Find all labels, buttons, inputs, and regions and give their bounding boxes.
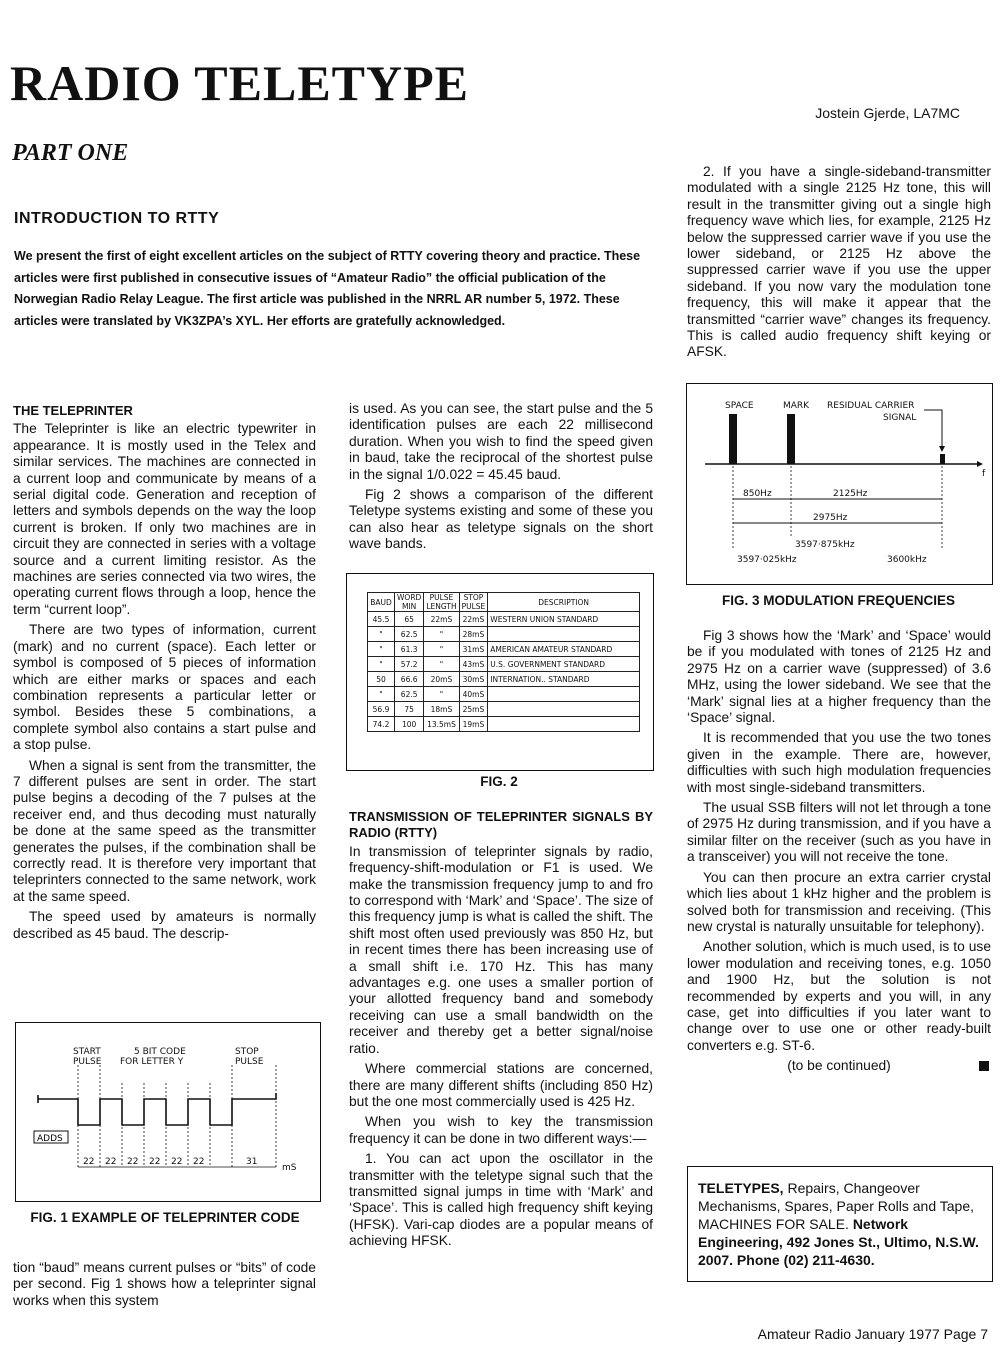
fig3-2125-label: 2125Hz [833, 489, 868, 499]
table-cell [488, 627, 640, 642]
column-1-continued [13, 1260, 316, 1313]
table-cell: 65 [395, 612, 424, 627]
paragraph: The usual SSB filters will not let through a tone of 2975 Hz during transmission, and if you have a similar filter on the receiver (such as you have in a transceiver) you will not receive the tone. [687, 800, 991, 865]
ad-text: Repairs, Changeover Mechanisms, Spares, Paper Rolls and Tape, MACHINES FOR SALE. [698, 1180, 974, 1232]
fig1-duration: 22 [127, 1157, 139, 1167]
table-cell [488, 702, 640, 717]
column-3 [687, 164, 991, 365]
paragraph: In transmission of teleprinter signals by radio, frequency-shift-modulation or F1 is used. We make the transmission frequency jump to and fro to correspond with ‘Mark’ and ‘Space’. The size of this frequency jump is what is called the shift. The shift most often used previously was 850 Hz, but in recent times there has been increasing use of a small shift i.e. 170 Hz. This has many advantages e.g. one uses a smaller portion of your allotted frequency band and somebody receiving can use a small bandwidth on the receiver and thereby get a better signal/noise ratio. [349, 843, 653, 1056]
paragraph: There are two types of information, current (mark) and no current (space). Each letter or symbol is composed of 5 pieces of information which are either marks or spaces and each combination represents a particular letter or symbol. Besides these 5 combinations, a complete symbol also contains a start pulse and a stop pulse. [13, 622, 316, 753]
fig3-residual-label: RESIDUAL CARRIER [827, 401, 915, 411]
paragraph: You can then procure an extra carrier crystal which lies about 1 kHz higher and the problem is solved both for transmission and receiving. (This new crystal is naturally unsuitable for telephony). [687, 869, 991, 934]
paragraph: The speed used by amateurs is normally described as 45 baud. The descrip- [13, 909, 316, 941]
page-footer: Amateur Radio January 1977 Page 7 [757, 1326, 988, 1342]
paragraph: When a signal is sent from the transmitter, the 7 different pulses are sent in order. The start pulse begins a decoding of the 7 pulses at the receiver end, and thus decoding must naturally be done at the same speed as the transmitter generates the pulses, if the combination shall be correctly read. It is therefore very important that teleprinters connected to the same network, work at the same speed. [13, 757, 316, 904]
table-row [368, 627, 640, 642]
paragraph: 1. You can act upon the oscillator in the transmitter with the teletype signal such that the transmitted signal jumps in time with ‘Mark’ and ‘Space’. This is called high frequency shift keying (HFSK). Vari-cap diodes are a popular means of achieving HFSK. [349, 1151, 653, 1249]
fig1-pulse-label: PULSE [73, 1057, 102, 1067]
table-row [368, 717, 640, 732]
table-cell: 50 [368, 672, 395, 687]
fig3-mark-signal [787, 414, 795, 464]
fig1-duration: 22 [105, 1157, 117, 1167]
intro-heading: INTRODUCTION TO RTTY [14, 210, 220, 227]
table-header-row [368, 593, 640, 612]
table-row [368, 672, 640, 687]
table-cell: 19mS [459, 717, 488, 732]
advertisement-box [687, 1166, 993, 1282]
fig3-caption: FIG. 3 MODULATION FREQUENCIES [721, 593, 955, 608]
paragraph: Fig 3 shows how the ‘Mark’ and ‘Space’ would be if you modulated with tones of 2125 Hz and 2975 Hz on a carrier wave (suppressed) of 3.6 MHz, using the lower sideband. We see that the ‘Mark’ signal lies at a higher frequency than the ‘Space’ signal. [687, 628, 991, 726]
fig2-table-box [346, 573, 654, 771]
fig3-residual-carrier [940, 454, 945, 464]
table-cell: " [368, 657, 395, 672]
intro-text: We present the first of eight excellent articles on the subject of RTTY covering theory and practice. These articles were first published in consecutive issues of “Amateur Radio” the official publication of the Norwegian Radio Relay League. The first article was published in the NRRL AR number 5, 1972. These articles were translated by VK3ZPA’s XYL. Her efforts are gratefully acknowledged. [14, 249, 641, 328]
paragraph: is used. As you can see, the start pulse and the 5 identification pulses are each 22 millisecond duration. When you wish to find the speed given in baud, take the reciprocal of the shortest pulse in the signal 1/0.022 = 45.45 baud. [349, 401, 653, 482]
author-byline: Jostein Gjerde, LA7MC [815, 105, 960, 121]
fig3-850-label: 850Hz [743, 489, 772, 499]
fig3-diagram [686, 383, 993, 585]
table-cell: " [424, 687, 459, 702]
header-cell: WORD MIN [395, 593, 424, 612]
table-row [368, 702, 640, 717]
column-2-continued [349, 809, 653, 1254]
transmission-heading: TRANSMISSION OF TELEPRINTER SIGNALS BY RADIO (RTTY) [349, 809, 653, 841]
table-cell: AMERICAN AMATEUR STANDARD [488, 642, 640, 657]
column-1 [13, 403, 316, 946]
table-cell: 28mS [459, 627, 488, 642]
table-cell: 66.6 [395, 672, 424, 687]
table-row [368, 687, 640, 702]
table-cell: 57.2 [395, 657, 424, 672]
paragraph: Where commercial stations are concerned, there are many different shifts (including 850 Hz) but the one most commercially used is 425 Hz. [349, 1061, 653, 1109]
table-cell: 22mS [459, 612, 488, 627]
fig1-start-label: START [73, 1047, 101, 1057]
table-cell: 56.9 [368, 702, 395, 717]
fig1-duration: 31 [246, 1157, 258, 1167]
fig3-svg [687, 384, 992, 584]
fig1-duration: 22 [171, 1157, 183, 1167]
table-cell: " [424, 657, 459, 672]
fig1-duration: 22 [149, 1157, 161, 1167]
fig3-signal-label: SIGNAL [883, 413, 917, 423]
continued-row [687, 1058, 991, 1074]
teleprinter-heading: THE TELEPRINTER [13, 403, 133, 418]
table-row [368, 612, 640, 627]
column-3-continued [687, 628, 991, 1075]
fig1-svg [16, 1023, 320, 1201]
fig1-duration: 22 [83, 1157, 95, 1167]
table-cell: 75 [395, 702, 424, 717]
fig1-waveform [38, 1093, 276, 1125]
fig1-stoppulse-label: PULSE [235, 1057, 264, 1067]
fig1-forletter-label: FOR LETTER Y [120, 1057, 184, 1067]
fig2-table [367, 592, 640, 732]
fig1-unit: mS [282, 1163, 297, 1173]
table-cell: 22mS [424, 612, 459, 627]
fig1-caption: FIG. 1 EXAMPLE OF TELEPRINTER CODE [30, 1210, 300, 1225]
table-cell: 40mS [459, 687, 488, 702]
fig3-f2-label: 3597·025kHz [737, 555, 797, 565]
continued-note: (to be continued) [787, 1058, 891, 1074]
table-cell: " [368, 687, 395, 702]
fig1-bitcode-label: 5 BIT CODE [134, 1047, 186, 1057]
fig3-space-label: SPACE [725, 401, 754, 411]
table-cell: 45.5 [368, 612, 395, 627]
table-cell: 43mS [459, 657, 488, 672]
table-cell: 13.5mS [424, 717, 459, 732]
fig1-duration: 22 [193, 1157, 205, 1167]
paragraph: Fig 2 shows a comparison of the different Teletype systems existing and some of these you can also hear as teletype signals on the short wave bands. [349, 487, 653, 552]
header-cell: DESCRIPTION [488, 593, 640, 612]
table-cell [488, 687, 640, 702]
article-title: RADIO TELETYPE [10, 55, 470, 111]
table-cell: 100 [395, 717, 424, 732]
table-cell: " [424, 642, 459, 657]
paragraph: 2. If you have a single-sideband-transmitter modulated with a single 2125 Hz tone, this will result in the transmitter giving out a single high frequency wave which lies, for example, 2125 Hz below the suppressed carrier wave if you use the lower sideband, or 2125 Hz above the suppressed carrier wave if you use the upper sideband. If you now vary the modulation tone frequency, this will make it appear that the transmitted “carrier wave” changes its frequency. This is called audio frequency shift keying or AFSK. [687, 164, 991, 360]
table-cell: 20mS [424, 672, 459, 687]
fig1-diagram [15, 1022, 321, 1202]
table-cell: 30mS [459, 672, 488, 687]
paragraph: When you wish to key the transmission frequency it can be done in two different ways:— [349, 1114, 653, 1146]
paragraph: It is recommended that you use the two tones given in the example. There are, however, difficulties with such high modulation frequencies with most single-sideband transmitters. [687, 730, 991, 795]
fig3-f1-label: 3597·875kHz [795, 540, 855, 550]
fig2-caption: FIG. 2 [480, 774, 518, 789]
fig3-2975-label: 2975Hz [813, 513, 848, 523]
fig3-mark-label: MARK [783, 401, 810, 411]
table-cell: WESTERN UNION STANDARD [488, 612, 640, 627]
fig3-space-signal [729, 414, 737, 464]
table-cell: 31mS [459, 642, 488, 657]
fig1-adds-label: ADDS [37, 1134, 63, 1144]
table-cell: " [368, 642, 395, 657]
end-mark [979, 1061, 989, 1071]
fig1-stop-label: STOP [235, 1047, 259, 1057]
table-cell [488, 717, 640, 732]
header-cell: STOP PULSE [459, 593, 488, 612]
column-2 [349, 401, 653, 557]
header-cell: PULSE LENGTH [424, 593, 459, 612]
table-row [368, 657, 640, 672]
table-cell: 61.3 [395, 642, 424, 657]
paragraph: The Teleprinter is like an electric typewriter in appearance. It is mostly used in the Telex and similar services. The machines are connected in a current loop and communicate by means of a serial digital code. Generation and reception of letters and symbols depends on the way the loop current is broken. If only two machines are in circuit they are connected in series with a voltage source and a current limiting resistor. As the machines are series connected via two wires, the operating current flows through a loop, hence the term “current loop”. [13, 421, 316, 617]
table-cell: " [424, 627, 459, 642]
table-cell: U.S. GOVERNMENT STANDARD [488, 657, 640, 672]
table-cell: 74.2 [368, 717, 395, 732]
table-row [368, 642, 640, 657]
table-cell: 18mS [424, 702, 459, 717]
ad-headline: TELETYPES, [698, 1180, 784, 1196]
fig3-f3-label: 3600kHz [887, 555, 927, 565]
fig3-f-label: f [982, 469, 986, 479]
ad-contact: Network Engineering, 492 Jones St., Ultimo, N.S.W. 2007. Phone (02) 211-4630. [698, 1216, 979, 1268]
table-cell: 62.5 [395, 627, 424, 642]
part-heading: PART ONE [12, 140, 129, 166]
table-cell: 62.5 [395, 687, 424, 702]
paragraph: tion “baud” means current pulses or “bits” of code per second. Fig 1 shows how a teleprinter signal works when this system [13, 1260, 316, 1308]
table-cell: 25mS [459, 702, 488, 717]
table-cell: " [368, 627, 395, 642]
table-cell: INTERNATION.. STANDARD [488, 672, 640, 687]
paragraph: Another solution, which is much used, is to use lower modulation and receiving tones, e.g. 1050 and 1900 Hz, but the solution is not recommended by experts and you will, in any case, get into difficulties if you later want to change over to use one or other ready-built converters e.g. ST-6. [687, 939, 991, 1053]
header-cell: BAUD [368, 593, 395, 612]
